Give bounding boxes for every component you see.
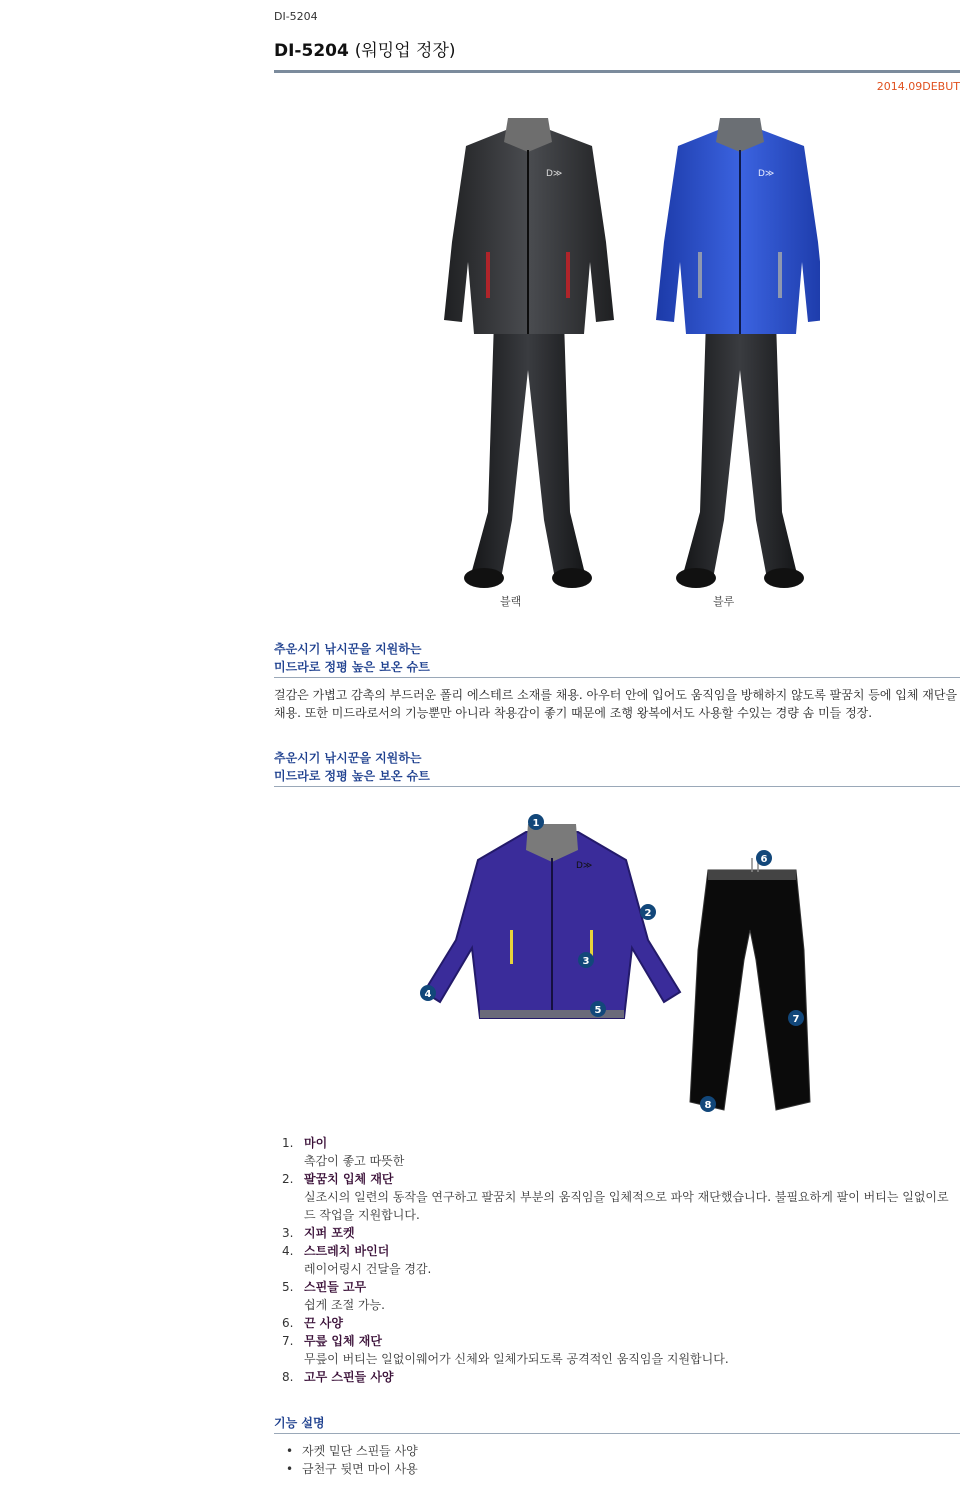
feature-diagram bbox=[418, 810, 818, 1120]
feature-item: 6. 끈 사양 bbox=[282, 1316, 343, 1330]
section-heading-2-line1: 추운시기 낚시꾼을 지원하는 bbox=[274, 751, 422, 765]
feature-item: 3. 지퍼 포켓 bbox=[282, 1226, 355, 1240]
title-divider bbox=[274, 70, 960, 73]
feature-item: 4. 스트레치 바인더 레이어링시 건달을 경감. bbox=[282, 1244, 432, 1276]
feature-list bbox=[274, 1134, 960, 1386]
breadcrumb: DI-5204 bbox=[274, 10, 318, 23]
feature-item: 5. 스핀들 고무 쉽게 조절 가능. bbox=[282, 1280, 385, 1312]
marker-8: 8 bbox=[704, 1100, 712, 1111]
svg-text:D≫: D≫ bbox=[546, 169, 563, 179]
feature-item: 7. 무릎 입체 재단 무릎이 버티는 일없이웨어가 신체와 일체가되도록 공격적인 움직임을 지원합니다. bbox=[282, 1334, 729, 1366]
section-heading-2-line2: 미드라로 정평 높은 보온 슈트 bbox=[274, 769, 430, 783]
marker-6: 6 bbox=[760, 854, 768, 865]
diagram-jacket bbox=[424, 824, 680, 1018]
debut-label: 2014.09DEBUT bbox=[876, 80, 960, 93]
caption-blue: 블루 bbox=[713, 595, 735, 608]
blue-suit bbox=[656, 118, 820, 588]
product-description: 걸감은 가볍고 감촉의 부드러운 폴리 에스테르 소재를 채용. 아우터 안에 입어도 움직임을 방해하지 않도록 팔꿈치 등에 입체 재단을 채용. 또한 미드라로서의 기능뿐만 아니라 착용감이 좋기 때문에 조행 왕복에서도 사용할 수있는 경량 솜 미들 정장. bbox=[274, 688, 958, 720]
svg-text:D≫: D≫ bbox=[576, 861, 593, 871]
svg-text:D≫: D≫ bbox=[758, 169, 775, 179]
feature-item: 2. 팔꿈치 입체 재단 실조시의 일련의 동작을 연구하고 팔꿈치 부분의 움직임을 입체적으로 파악 재단했습니다. 불필요하게 팔이 버티는 일없이로드 작업을 지원합니다. bbox=[282, 1172, 949, 1222]
marker-3: 3 bbox=[582, 956, 590, 967]
function-list bbox=[274, 1442, 960, 1478]
marker-7: 7 bbox=[792, 1014, 800, 1025]
section-heading-1-line1: 추운시기 낚시꾼을 지원하는 bbox=[274, 642, 422, 656]
function-item: • 자켓 밑단 스핀들 사양 bbox=[274, 1442, 960, 1460]
feature-item: 8. 고무 스핀들 사양 bbox=[282, 1370, 394, 1384]
section-heading-2 bbox=[274, 749, 960, 787]
marker-5: 5 bbox=[594, 1005, 602, 1016]
marker-1: 1 bbox=[532, 818, 540, 829]
feature-item: 1. 마이 촉감이 좋고 따뜻한 bbox=[282, 1136, 405, 1168]
section-heading-1-line2: 미드라로 정평 높은 보온 슈트 bbox=[274, 660, 430, 674]
black-suit bbox=[444, 118, 614, 588]
diagram-pants bbox=[690, 858, 810, 1110]
marker-4: 4 bbox=[424, 989, 432, 1000]
function-heading: 기능 설명 bbox=[274, 1414, 960, 1434]
product-code: DI-5204 bbox=[274, 41, 349, 61]
product-photo bbox=[436, 112, 820, 592]
product-subtitle: (워밍업 정장) bbox=[354, 41, 456, 61]
page-title bbox=[274, 36, 456, 61]
caption-black: 블랙 bbox=[500, 595, 522, 608]
function-item: • 금천구 뒷면 마이 사용 bbox=[274, 1460, 960, 1478]
marker-2: 2 bbox=[644, 908, 652, 919]
section-heading-1 bbox=[274, 640, 960, 678]
